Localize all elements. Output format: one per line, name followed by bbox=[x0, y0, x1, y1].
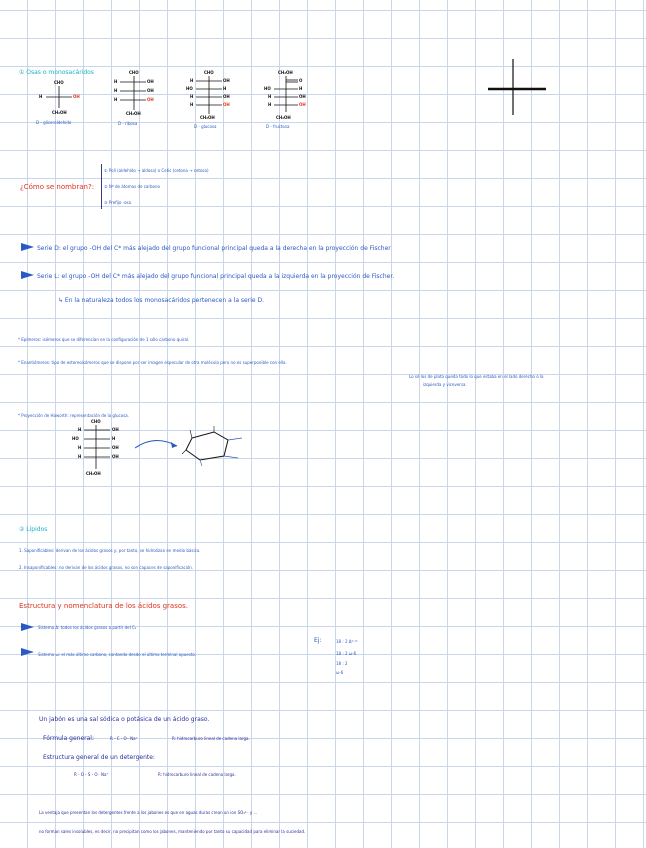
example-label: Ej: bbox=[314, 637, 322, 644]
serie-l-text: Serie L: el grupo -OH del C* más alejado del grupo funcional principal queda a la izquierda en la proyección de Fischer. bbox=[37, 273, 395, 280]
section-heading-osas: ① Osas o monosacáridos bbox=[19, 69, 94, 76]
footnote-1: La ventaja que presentan los detergentes frente a los jabones es que en aguas duras crean un ion SO₃²⁻ y ... bbox=[39, 810, 258, 815]
haworth-ring-diagram bbox=[180, 428, 250, 468]
arrow-right-icon bbox=[21, 271, 35, 279]
detergente-note: R: hidrocarburo lineal de cadena larga. bbox=[158, 772, 236, 777]
fischer-lines bbox=[268, 70, 318, 120]
compound-name: D - fructosa bbox=[266, 124, 290, 129]
compound-name: D - ribosa bbox=[118, 121, 138, 126]
conversion-arrow-icon bbox=[133, 436, 183, 456]
fischer-glucosa: CHO H OH HO H H OH H OH CH₂OH D - glucosa bbox=[190, 70, 240, 130]
classify-bracket bbox=[101, 164, 102, 209]
compound-name: D - glucosa bbox=[194, 124, 217, 129]
formula-note: R: hidrocarburo lineal de cadena larga. bbox=[172, 736, 250, 741]
side-note: izquierda y viceversa. bbox=[423, 382, 467, 387]
classify-item: ③ Prefijo -osa bbox=[104, 200, 132, 205]
fischer-gliceraldehido: CHO H OH CH₂OH D - gliceraldehído bbox=[30, 78, 80, 128]
jabon-def: Un jabón es una sal sódica o potásica de un ácido graso. bbox=[39, 716, 210, 723]
classify-item: ② Nº de átomos de carbono bbox=[104, 184, 160, 189]
example-line: 18 : 2 ω-6 bbox=[336, 651, 357, 656]
arrow-right-icon bbox=[21, 648, 35, 656]
section-heading-lipidos: ② Lípidos bbox=[19, 526, 48, 533]
saponificables-text: 1. Saponificables: derivan de los ácidos grasos y, por tanto, se hidrolizan en medio básico. bbox=[19, 548, 201, 553]
acidos-grasos-title: Estructura y nomenclatura de los ácidos grasos. bbox=[19, 602, 189, 610]
insaponificables-text: 2. Insaponificables: no derivan de los ácidos grasos, no son capaces de saponificación. bbox=[19, 565, 194, 570]
sistema-delta-text: Sistema Δ: todos los ácidos grasos a partir del C₁ bbox=[38, 625, 137, 630]
fischer-fructosa: CH₂OH O HO H H OH H OH CH₂OH D - fructosa bbox=[268, 70, 318, 130]
classify-question: ¿Cómo se nombran?: bbox=[20, 183, 95, 191]
example-line: 18 : 2 Δ⁹·¹² bbox=[336, 639, 358, 644]
classify-item: ① Poli (aldehído → aldosa) o Cetis (cetona → cetosa) bbox=[104, 168, 209, 173]
detergente-label: Estructura general de un detergente: bbox=[43, 754, 155, 761]
cross-mark-icon bbox=[488, 59, 548, 91]
fischer-ribosa: CHO H OH H OH H OH CH₂OH D - ribosa bbox=[112, 70, 162, 128]
arrow-right-icon bbox=[21, 243, 35, 251]
footnote-2: no forman sales insolubles, es decir, no precipitan como los jabones, manteniendo por tanto su capacidad para eliminar la suciedad. bbox=[39, 829, 306, 834]
enantiomeros-def: * Enantiómeros: tipo de estereoisómeros que se dispone por ser imagen especular de otra molécula pero no es superponible con ella. bbox=[18, 360, 287, 365]
haworth-def: * Proyección de Haworth: representación de la glucosa. bbox=[18, 413, 130, 418]
arrow-right-icon bbox=[21, 623, 35, 631]
example-line: 18 : 2 bbox=[336, 661, 348, 666]
serie-note: ↳ En la naturaleza todos los monosacáridos pertenecen a la serie D. bbox=[58, 297, 264, 304]
soap-formula: R - C - O⁻ Na⁺ bbox=[110, 736, 138, 741]
side-note: Lo sé los de plata queda todo lo que estaba en el lado derecho o la bbox=[409, 374, 544, 379]
epimeros-def: * Epímeros: isómeros que se diferencian en la configuración de 1 sólo carbono quiral. bbox=[18, 337, 190, 342]
fischer-lines bbox=[190, 70, 240, 120]
haworth-fischer-glucosa: CHO H OH HO H H OH H OH CH₂OH bbox=[76, 419, 136, 481]
compound-name: D - gliceraldehído bbox=[36, 120, 72, 125]
example-line: ω-6 bbox=[336, 670, 344, 675]
detergente-formula: R - O - S - O⁻ Na⁺ bbox=[74, 772, 109, 777]
formula-label: Fórmula general: bbox=[43, 735, 94, 742]
sistema-omega-text: Sistema ω: el más último carbono, contando desde el último terminal opuesto. bbox=[38, 652, 197, 657]
serie-d-text: Serie D: el grupo -OH del C* más alejado del grupo funcional principal queda a la derecha en la proyección de Fischer bbox=[37, 245, 391, 252]
